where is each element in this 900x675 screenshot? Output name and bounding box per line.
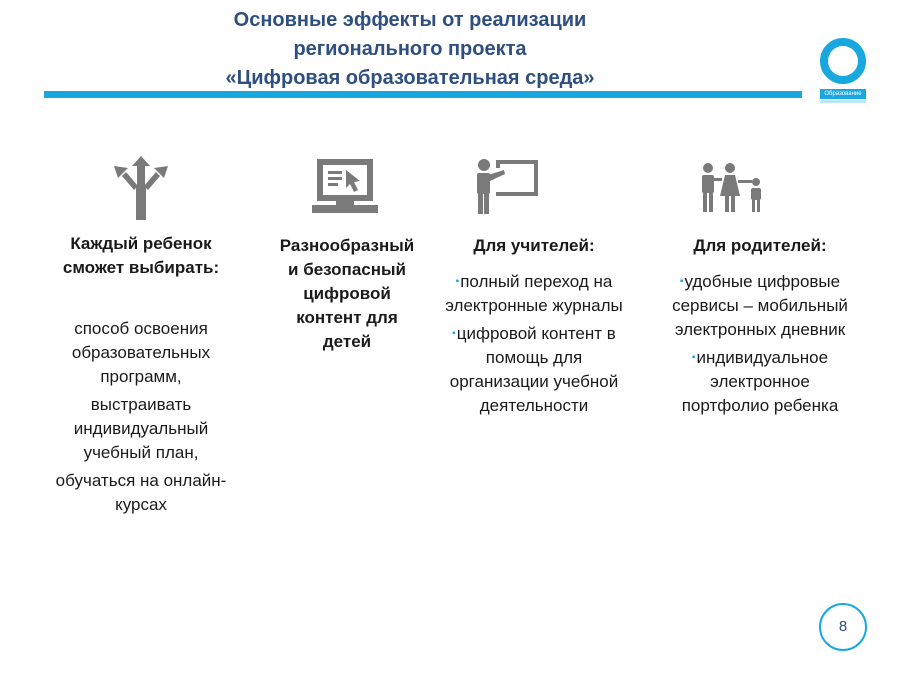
arrows-branch-icon — [108, 156, 174, 220]
brand-logo — [818, 36, 868, 108]
list-item: ▪цифровой контент в помощь для организации учебной деятельности — [449, 324, 619, 415]
title-line: Основные эффекты от реализации — [233, 9, 587, 31]
list-item: выстраивать индивидуальный учебный план, — [73, 395, 209, 462]
bullet-icon: ▪ — [691, 352, 696, 363]
title-line: «Цифровая образовательная среда» — [225, 67, 595, 89]
slide-title — [150, 6, 670, 93]
monitor-cursor-icon — [312, 157, 378, 219]
page-number: 8 — [819, 603, 867, 651]
column-body — [36, 317, 246, 517]
column-content — [262, 234, 432, 354]
bullet-icon: ▪ — [455, 276, 460, 287]
list-item: ▪индивидуальное электронное портфолио ребенка — [681, 348, 839, 415]
column-body — [654, 270, 866, 418]
title-line: регионального проекта — [293, 38, 527, 60]
bullet-icon: ▪ — [452, 328, 456, 339]
logo-text: Образование — [820, 89, 866, 99]
list-item: способ освоения образовательных программ, — [71, 319, 211, 386]
list-item: ▪полный переход на электронные журналы — [445, 272, 623, 315]
logo-ring-icon — [820, 38, 866, 84]
bullet-icon: ▪ — [679, 276, 684, 287]
title-underline — [44, 91, 802, 98]
column-heading: Для родителей: — [693, 236, 827, 255]
column-teachers — [426, 234, 642, 422]
family-icon — [698, 162, 768, 214]
column-children — [36, 232, 246, 521]
logo-subline — [820, 100, 866, 103]
column-parents — [654, 234, 866, 422]
column-heading: Разнообразный и безопасный цифровой контент для детей — [279, 236, 415, 351]
list-item: обучаться на онлайн- курсах — [55, 471, 227, 514]
list-item: ▪удобные цифровые сервисы – мобильный электронных дневник — [672, 272, 848, 339]
column-heading: Для учителей: — [473, 236, 595, 255]
column-heading: Каждый ребенок сможет выбирать: — [62, 234, 220, 277]
column-body — [426, 270, 642, 418]
teacher-board-icon — [474, 158, 540, 216]
